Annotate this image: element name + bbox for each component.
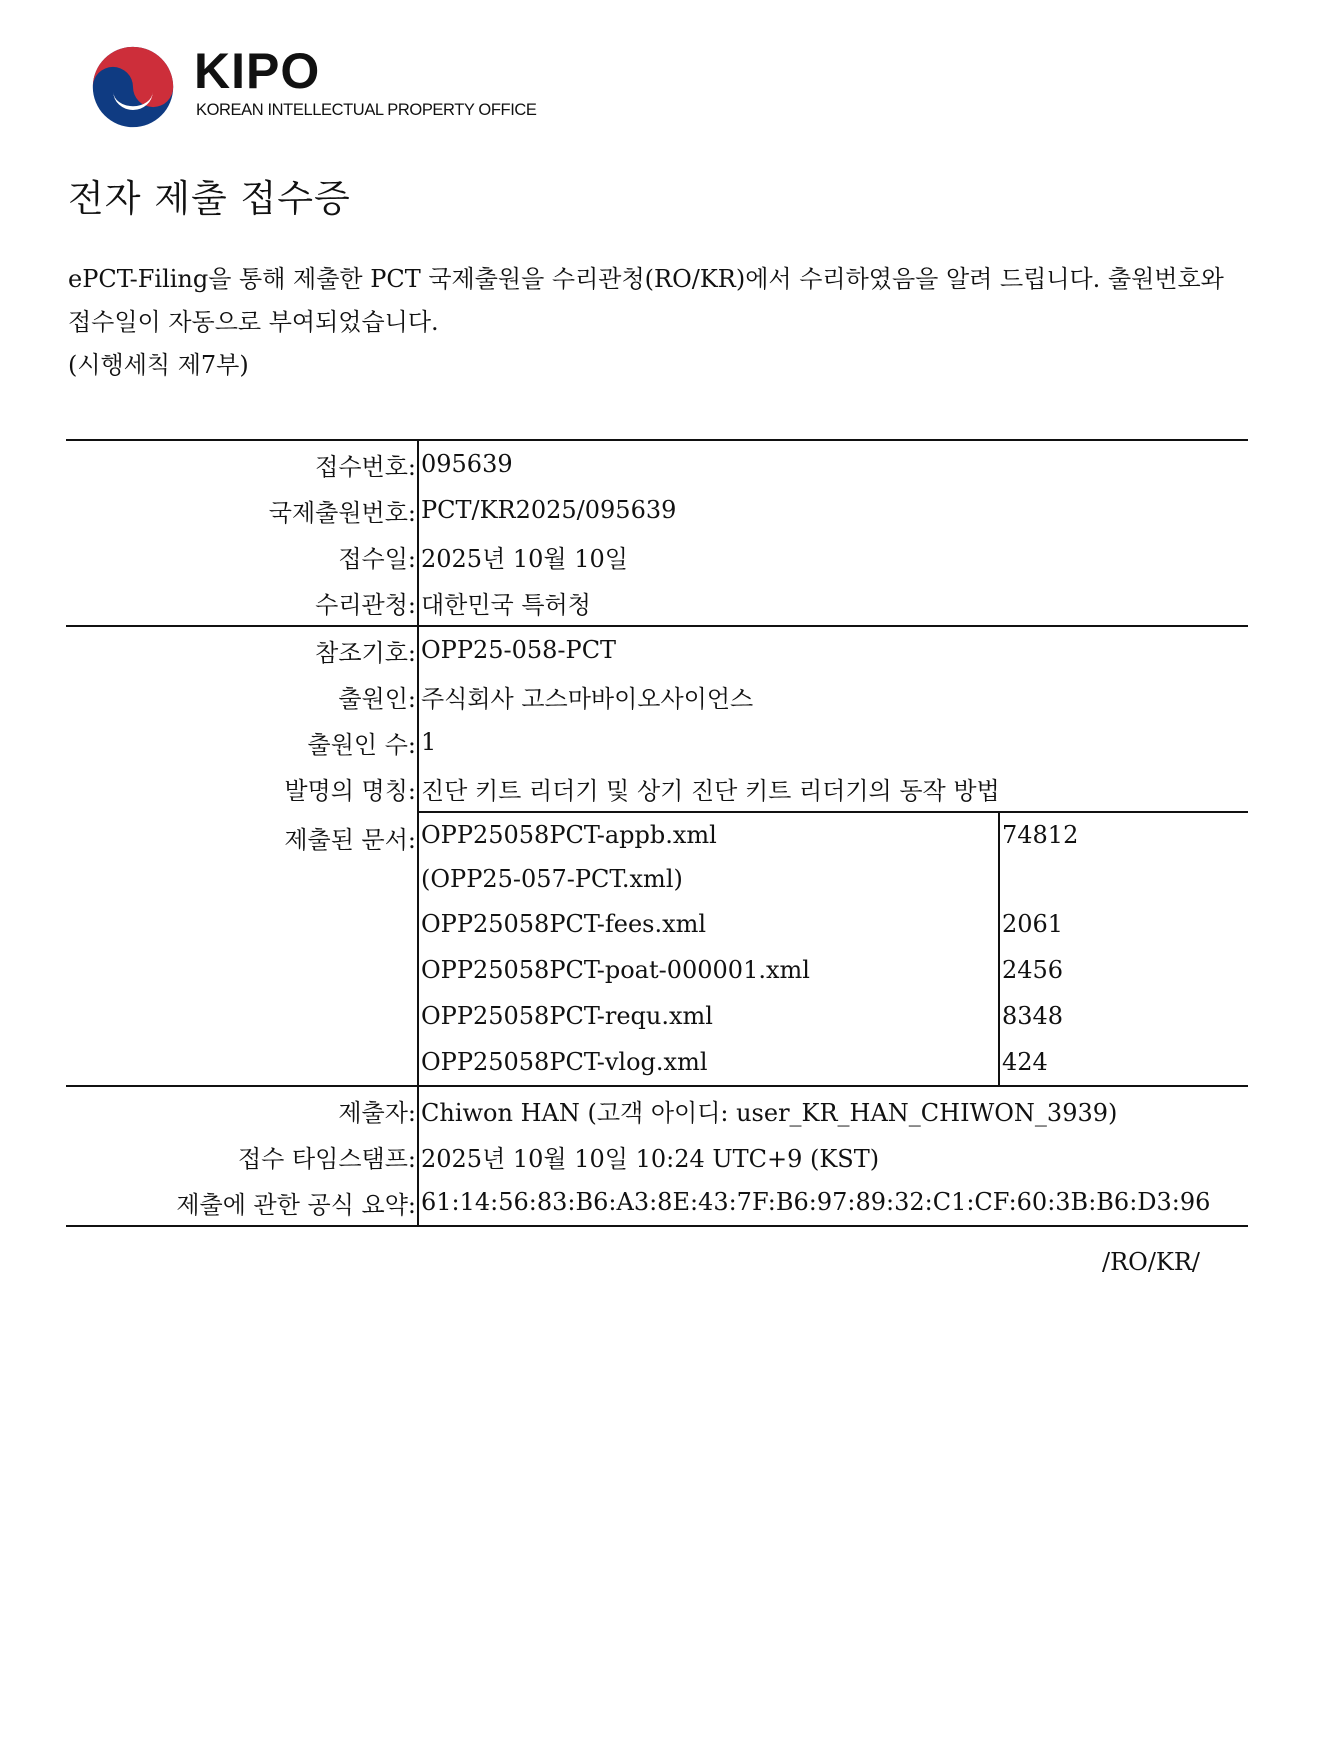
intl-application-number-label: 국제출원번호:: [66, 487, 418, 533]
table-row: [66, 719, 1248, 765]
table-row: [66, 1086, 1248, 1133]
reference-label: 참조기호:: [66, 626, 418, 673]
document-name: OPP25058PCT-appb.xml: [418, 812, 999, 857]
table-row: [66, 533, 1248, 579]
table-row: [66, 626, 1248, 673]
receipt-number-label: 접수번호:: [66, 440, 418, 487]
document-size: 2061: [999, 901, 1248, 947]
page-title: 전자 제출 접수증: [68, 177, 351, 220]
logo-subtitle: KOREAN INTELLECTUAL PROPERTY OFFICE: [196, 101, 537, 119]
digest-label: 제출에 관한 공식 요약:: [66, 1179, 418, 1226]
invention-title-value: 진단 키트 리더기 및 상기 진단 키트 리더기의 동작 방법: [421, 776, 1000, 805]
invention-title-label: 발명의 명칭:: [66, 765, 418, 812]
intro-paragraph: ePCT-Filing을 통해 제출한 PCT 국제출원을 수리관청(RO/KR)에서 수리하였음을 알려 드립니다. 출원번호와 접수일이 자동으로 부여되었습니다.: [68, 265, 1224, 336]
document-size: [999, 857, 1248, 901]
receipt-table: [66, 439, 1248, 1227]
document-size: 74812: [999, 812, 1248, 857]
reference-value: OPP25-058-PCT: [418, 626, 1248, 673]
document-name: OPP25058PCT-fees.xml: [421, 910, 707, 938]
document-name: OPP25058PCT-vlog.xml: [421, 1048, 708, 1076]
applicant-count-value: 1: [421, 728, 437, 756]
document-name: (OPP25-057-PCT.xml): [421, 865, 683, 893]
document-size: 2456: [999, 947, 1248, 993]
applicant-count-label: 출원인 수:: [66, 719, 418, 765]
document-size: 424: [999, 1039, 1248, 1086]
table-row: [66, 440, 1248, 487]
table-row: [66, 765, 1248, 812]
applicant-value: 주식회사 고스마바이오사이언스: [421, 684, 754, 713]
receipt-date-value: 2025년 10월 10일: [421, 544, 628, 573]
table-row: [66, 1133, 1248, 1179]
document-name: OPP25058PCT-poat-000001.xml: [421, 956, 810, 984]
digest-value: 61:14:56:83:B6:A3:8E:43:7F:B6:97:89:32:C1:CF:60:3B:B6:D3:96: [418, 1179, 1248, 1226]
taegeuk-logo-icon: [92, 46, 174, 128]
timestamp-value: 2025년 10월 10일 10:24 UTC+9 (KST): [421, 1144, 880, 1173]
kipo-logo: [92, 43, 612, 128]
intro-rule-reference: (시행세칙 제7부): [68, 351, 249, 379]
submitted-documents-label: 제출된 문서:: [66, 812, 418, 1086]
table-row: [66, 579, 1248, 626]
timestamp-label: 접수 타임스탬프:: [66, 1133, 418, 1179]
document-row: [66, 812, 1248, 857]
submitter-value: Chiwon HAN (고객 아이디: user_KR_HAN_CHIWON_3939): [418, 1086, 1248, 1133]
receipt-number-value: 095639: [418, 440, 1248, 487]
receipt-date-label: 접수일:: [66, 533, 418, 579]
document-size: 8348: [999, 993, 1248, 1039]
intl-application-number-value: PCT/KR2025/095639: [421, 496, 677, 524]
submitter-label: 제출자:: [66, 1086, 418, 1133]
intro-text: [68, 258, 1253, 387]
receiving-office-value: 대한민국 특허청: [421, 590, 591, 619]
table-row: [66, 1179, 1248, 1226]
logo-title: KIPO: [194, 43, 321, 99]
table-row: [66, 673, 1248, 719]
table-row: [66, 487, 1248, 533]
document-name: OPP25058PCT-requ.xml: [421, 1002, 713, 1030]
receiving-office-label: 수리관청:: [66, 579, 418, 626]
applicant-label: 출원인:: [66, 673, 418, 719]
receiving-office-mark: /RO/KR/: [1102, 1248, 1201, 1276]
